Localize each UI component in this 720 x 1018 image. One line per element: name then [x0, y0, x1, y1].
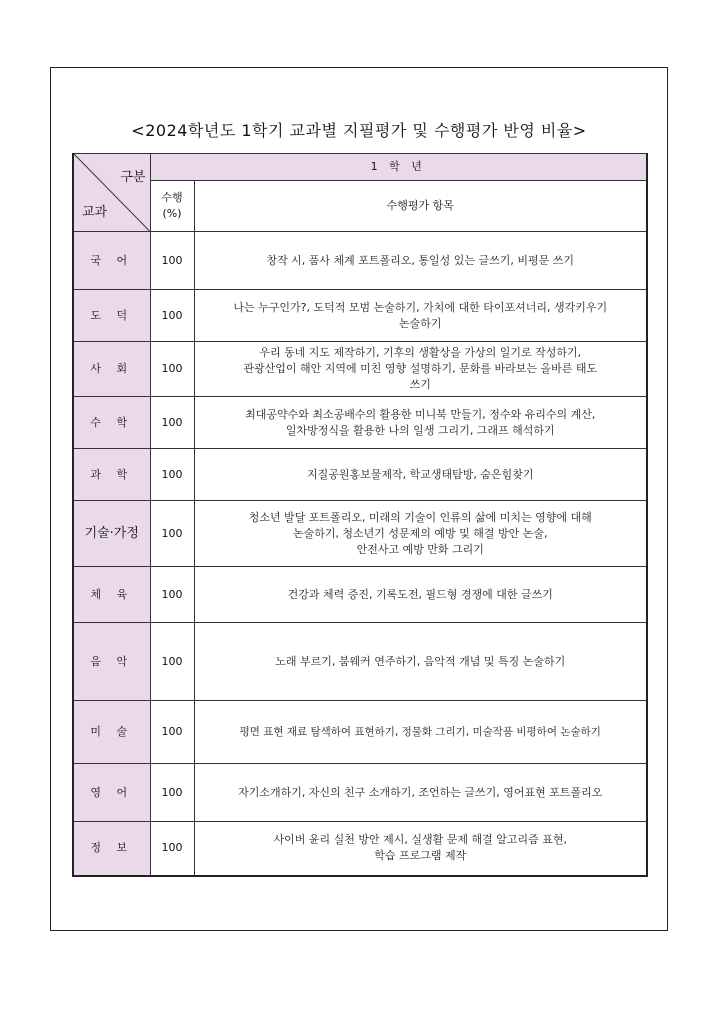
- header-gyogwa: 교과: [82, 205, 108, 220]
- items-line: 평면 표현 재료 탐색하여 표현하기, 정물화 그리기, 미술작품 비평하여 논술하기: [239, 726, 601, 738]
- table-row: [73, 290, 647, 342]
- score-cell: 100: [150, 290, 194, 342]
- items-line: 논술하기: [398, 316, 442, 330]
- items-line: 최대공약수와 최소공배수의 활용한 미니북 만들기, 정수와 유리수의 계산,: [245, 407, 596, 421]
- score-cell: 100: [150, 623, 194, 701]
- items-cell: [194, 342, 647, 397]
- subject-cell: 과 학: [73, 449, 150, 501]
- table-row: [73, 701, 647, 764]
- items-cell: [194, 822, 647, 876]
- table-row: [73, 342, 647, 397]
- items-cell: [194, 290, 647, 342]
- subject-cell: 영 어: [73, 764, 150, 822]
- document-title: <2024학년도 1학기 교과별 지필평가 및 수행평가 반영 비율>: [131, 121, 587, 140]
- items-cell: [194, 232, 647, 290]
- items-line: 우리 동네 지도 제작하기, 기후의 생활상을 가상의 일기로 작성하기,: [259, 346, 582, 359]
- subject-cell: 국 어: [73, 232, 150, 290]
- score-cell: 100: [150, 501, 194, 567]
- items-line: 청소년 발달 포트폴리오, 미래의 기술이 인류의 삶에 미치는 영향에 대해: [248, 510, 592, 524]
- score-cell: 100: [150, 764, 194, 822]
- subject-cell: 기술·가정: [73, 501, 150, 567]
- items-cell: [194, 567, 647, 623]
- header-performance-line1: 수행: [161, 191, 183, 204]
- items-cell: [194, 501, 647, 567]
- items-line: 논술하기, 청소년기 성문제의 예방 및 해결 방안 논술,: [292, 526, 548, 540]
- subject-cell: 사 회: [73, 342, 150, 397]
- table-row: [73, 397, 647, 449]
- table-row: [73, 501, 647, 567]
- subject-cell: 미 술: [73, 701, 150, 764]
- score-cell: 100: [150, 449, 194, 501]
- table-row: [73, 623, 647, 701]
- table-row: [73, 232, 647, 290]
- items-line: 학습 프로그램 제작: [374, 849, 467, 863]
- header-row-grade: [73, 154, 647, 181]
- items-line: 노래 부르기, 붐웨커 연주하기, 음악적 개념 및 특징 논술하기: [275, 654, 566, 668]
- items-line: 관광산업이 해안 지역에 미친 영향 설명하기, 문화를 바라보는 올바른 태도: [243, 362, 598, 375]
- items-line: 창작 시, 품사 체계 포트폴리오, 통일성 있는 글쓰기, 비평문 쓰기: [266, 253, 575, 267]
- header-grade: 1 학 년: [150, 154, 647, 181]
- items-line: 안전사고 예방 만화 그리기: [356, 542, 484, 556]
- items-line: 지질공원홍보물제작, 학교생태탐방, 숨은힘찾기: [306, 467, 534, 481]
- items-line: 나는 누구인가?, 도덕적 모범 논술하기, 가치에 대한 타이포셔너리, 생각키우기: [233, 300, 608, 314]
- items-cell: [194, 623, 647, 701]
- table-row: [73, 449, 647, 501]
- score-cell: 100: [150, 397, 194, 449]
- subject-cell: 도 덕: [73, 290, 150, 342]
- score-cell: 100: [150, 567, 194, 623]
- table-row: [73, 822, 647, 876]
- score-cell: 100: [150, 232, 194, 290]
- score-cell: 100: [150, 822, 194, 876]
- header-corner-cell: [73, 154, 150, 232]
- items-line: 사이버 윤리 실천 방안 제시, 실생활 문제 해결 알고리즘 표현,: [273, 833, 567, 847]
- score-cell: 100: [150, 342, 194, 397]
- header-row-columns: [73, 181, 647, 232]
- ratio-table: [72, 153, 648, 877]
- header-performance-line2: (%): [162, 207, 182, 220]
- items-cell: [194, 449, 647, 501]
- items-line: 건강과 체력 증진, 기록도전, 필드형 경쟁에 대한 글쓰기: [287, 587, 553, 601]
- items-line: 자기소개하기, 자신의 친구 소개하기, 조언하는 글쓰기, 영어표현 포트폴리오: [238, 785, 603, 799]
- table-row: [73, 764, 647, 822]
- subject-cell: 수 학: [73, 397, 150, 449]
- items-cell: [194, 397, 647, 449]
- items-line: 일차방정식을 활용한 나의 일생 그리기, 그래프 해석하기: [285, 423, 555, 437]
- items-cell: [194, 701, 647, 764]
- subject-cell: 음 악: [73, 623, 150, 701]
- header-items: 수행평가 항목: [194, 181, 647, 232]
- score-cell: 100: [150, 701, 194, 764]
- table-row: [73, 567, 647, 623]
- subject-cell: 체 육: [73, 567, 150, 623]
- header-performance-ratio: [150, 181, 194, 232]
- items-cell: [194, 764, 647, 822]
- header-gubun: 구분: [120, 170, 146, 185]
- items-line: 쓰기: [409, 378, 431, 391]
- subject-cell: 정 보: [73, 822, 150, 876]
